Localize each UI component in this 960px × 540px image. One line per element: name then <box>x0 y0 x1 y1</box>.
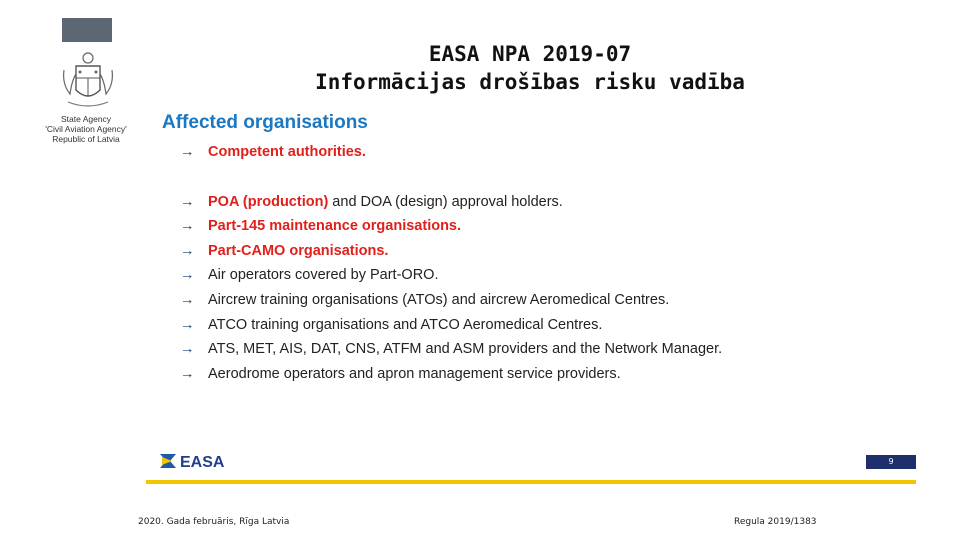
latvia-coat-of-arms-icon <box>58 50 118 112</box>
list-item <box>180 194 563 210</box>
footer-regulation: Regula 2019/1383 <box>734 517 817 527</box>
item-text: and DOA (design) approval holders. <box>328 194 563 210</box>
arrow-right-icon: → <box>180 366 195 382</box>
list-item <box>180 366 621 382</box>
agency-line-3: Republic of Latvia <box>52 134 120 144</box>
page-title <box>200 40 860 96</box>
list-item <box>180 267 438 283</box>
agency-line-2: 'Civil Aviation Agency' <box>45 124 127 134</box>
easa-logo-text: EASA <box>180 454 225 471</box>
item-text: ATS, MET, AIS, DAT, CNS, ATFM and ASM providers and the Network Manager. <box>208 341 723 357</box>
list-item <box>180 243 388 259</box>
item-highlight: POA (production) <box>208 194 329 210</box>
title-line-1: EASA NPA 2019-07 <box>428 42 632 66</box>
arrow-right-icon: → <box>180 317 195 333</box>
agency-line-1: State Agency <box>60 114 112 124</box>
item-text: Aircrew training organisations (ATOs) and aircrew Aeromedical Centres. <box>208 292 670 308</box>
arrow-right-icon: → <box>180 144 195 160</box>
agency-name <box>36 114 136 144</box>
list-item <box>180 292 669 308</box>
list-item <box>180 218 461 234</box>
item-highlight: Part-CAMO organisations. <box>208 243 389 259</box>
footer-date-location: 2020. Gada februāris, Rīga Latvia <box>138 517 290 527</box>
arrow-right-icon: → <box>180 218 195 234</box>
section-heading: Affected organisations <box>162 112 368 133</box>
title-line-2: Informācijas drošības risku vadība <box>315 70 745 94</box>
arrow-right-icon: → <box>180 267 195 283</box>
footer-divider <box>146 480 916 484</box>
header-color-block <box>62 18 112 42</box>
arrow-right-icon: → <box>180 292 195 308</box>
item-text: Aerodrome operators and apron management service providers. <box>208 366 621 382</box>
item-highlight: Part-145 maintenance organisations. <box>208 218 462 234</box>
arrow-right-icon: → <box>180 243 195 259</box>
page-number-badge: 9 <box>866 455 916 469</box>
list-item <box>180 317 602 333</box>
list-item <box>180 341 722 357</box>
list-item <box>180 144 366 160</box>
arrow-right-icon: → <box>180 341 195 357</box>
item-text: ATCO training organisations and ATCO Aeromedical Centres. <box>208 317 603 333</box>
easa-logo <box>160 450 240 472</box>
arrow-right-icon: → <box>180 194 195 210</box>
item-text: Air operators covered by Part-ORO. <box>208 267 439 283</box>
item-highlight: Competent authorities. <box>208 144 366 160</box>
